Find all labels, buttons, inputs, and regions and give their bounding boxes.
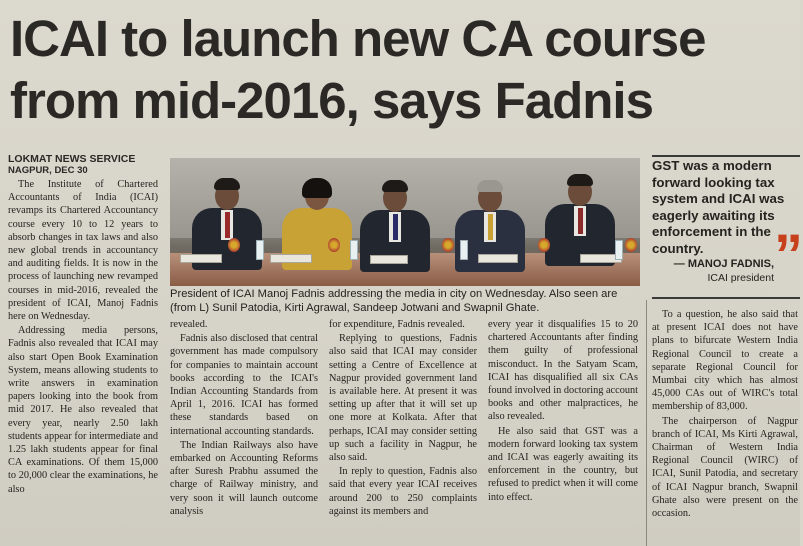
pull-quote-text: GST was a modern forward looking tax system and ICAI was eagerly awaiting its enforcement in the country. <box>652 158 785 256</box>
headline <box>10 8 800 132</box>
byline: LOKMAT NEWS SERVICE <box>8 153 136 165</box>
pull-quote-author: — MANOJ FADNIS, <box>673 258 774 270</box>
pull-quote-role: ICAI president <box>707 272 774 284</box>
photo-caption: President of ICAI Manoj Fadnis addressing the media in city on Wednesday. Also seen are (from L) Sunil Patodia, Kirti Agrawal, Sandeep Jotwani and Swapnil Ghate. <box>170 288 618 314</box>
article-column-4 <box>488 318 638 505</box>
paragraph: The Indian Railways also have embarked on Accounting Reforms after Suresh Prabhu assumed the charge of Railway ministry, and very soon it will launch outcome analysis <box>170 439 318 517</box>
paragraph: for expenditure, Fadnis revealed. <box>329 319 465 330</box>
article-column-5 <box>652 308 798 521</box>
article-column-2 <box>170 318 318 519</box>
paragraph: revealed. <box>170 319 208 330</box>
paragraph: Fadnis also disclosed that central government has made compulsory for companies to maintain account books according to the ICAI's Indian Accounting Standards from April 1, 2016. ICAI has formed these standards based on international accounting standards. <box>170 333 318 437</box>
article-column-1 <box>8 178 158 497</box>
rule <box>652 155 800 157</box>
paragraph: To a question, he also said that at present ICAI does not have plans to bifurcate Western India Regional Council to create a separate Regional Council for Mumbai city which has almost 45,000 CAs out of WIRC's total membership of 83,000. <box>652 309 798 413</box>
paragraph: He also said that GST was a modern forward looking tax system and ICAI was eagerly awaiting its enforcement in the country, but refused to predict when it will come into effect. <box>488 425 638 503</box>
column-divider <box>646 300 647 546</box>
press-conference-photo <box>170 158 640 286</box>
paragraph: In reply to question, Fadnis also said that every year ICAI receives around 200 to 250 complaints against its members and <box>329 466 477 517</box>
rule <box>652 297 800 299</box>
headline-line-2: from mid-2016, says Fadnis <box>10 72 653 129</box>
article-column-3 <box>329 318 477 519</box>
paragraph: The Institute of Chartered Accountants of India (ICAI) revamps its Chartered Accountancy course every 10 to 12 years to absorb changes in tax laws and also new global trends in accountancy and auditing fields. It is now in the process of launching new revamped courses in mid-2016, revealed the president of ICAI, Manoj Fadnis here on Wednesday. <box>8 179 158 323</box>
paragraph: The chairperson of Nagpur branch of ICAI, Ms Kirti Agrawal, Chairman of Western India Regional Council (WIRC) of ICAI, Sunil Patodia, and secretary of ICAI Nagpur branch, Swapnil Ghate also were present on the occasion. <box>652 415 798 520</box>
paragraph: Replying to questions, Fadnis also said that ICAI may consider setting a Centre of Excellence at Nagpur provided government land is available here. At present it was setting up after that it will set up one more at Kolkata. After that perhaps, ICAI may consider setting up such a facility in Nagpur, he also said. <box>329 333 477 464</box>
dateline: NAGPUR, DEC 30 <box>8 165 88 176</box>
paragraph: Addressing media persons, Fadnis also revealed that ICAI may also start Open Book Examination System, means allowing students to write answers in examination papers looking into the book from mid 2017. He also revealed that every year, nearly 2.50 lakh students appear for intermediate and 1.25 lakh students appear for final CA examinations. Of them 15,000 to 20,000 clear the examinations, he also <box>8 325 158 495</box>
quote-mark-icon: ” <box>774 223 803 288</box>
paragraph: every year it disqualifies 15 to 20 chartered Accountants after finding them guilty of professional misconduct. In the Satyam Scam, ICAI has disqualified all six CAs found involved in doctoring account books and other malpractices, he also revealed. <box>488 319 638 423</box>
headline-line-1: ICAI to launch new CA course <box>10 10 706 67</box>
